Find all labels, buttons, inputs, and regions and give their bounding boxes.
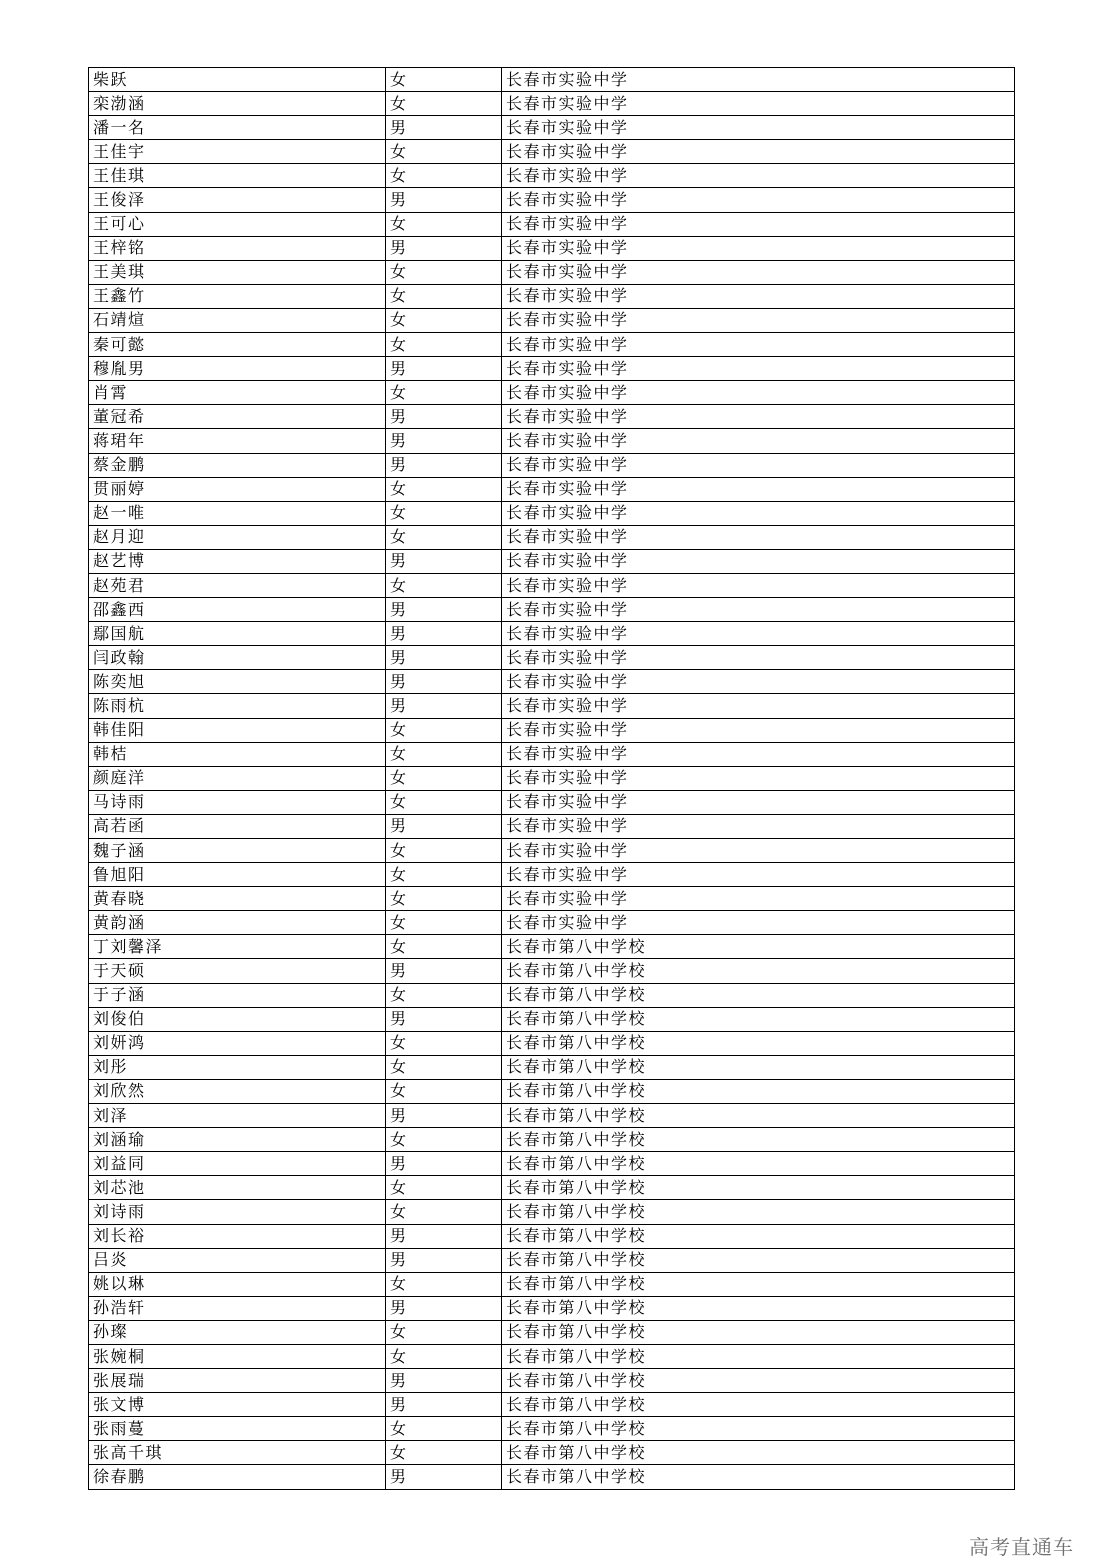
table-row — [89, 1079, 1015, 1103]
school-cell: 长春市实验中学 — [502, 477, 1015, 501]
gender-cell: 男 — [386, 1007, 502, 1031]
school-cell: 长春市实验中学 — [502, 549, 1015, 573]
table-row — [89, 766, 1015, 790]
watermark-text: 高考直通车 — [969, 1535, 1074, 1559]
gender-cell: 男 — [386, 1296, 502, 1320]
school-cell: 长春市实验中学 — [502, 646, 1015, 670]
gender-cell: 女 — [386, 1079, 502, 1103]
student-name-cell: 刘彤 — [89, 1055, 386, 1079]
student-name-cell: 刘益同 — [89, 1152, 386, 1176]
student-name-cell: 肖霄 — [89, 381, 386, 405]
gender-cell: 女 — [386, 1128, 502, 1152]
student-name-cell: 王佳琪 — [89, 164, 386, 188]
school-cell: 长春市第八中学校 — [502, 1320, 1015, 1344]
student-name-cell: 王可心 — [89, 212, 386, 236]
student-name-cell: 王梓铭 — [89, 236, 386, 260]
gender-cell: 女 — [386, 284, 502, 308]
school-cell: 长春市第八中学校 — [502, 1079, 1015, 1103]
table-row — [89, 549, 1015, 573]
student-name-cell: 张婉桐 — [89, 1344, 386, 1368]
school-cell: 长春市实验中学 — [502, 236, 1015, 260]
table-row — [89, 646, 1015, 670]
table-row — [89, 525, 1015, 549]
gender-cell: 女 — [386, 381, 502, 405]
table-row — [89, 622, 1015, 646]
gender-cell: 女 — [386, 983, 502, 1007]
table-row — [89, 477, 1015, 501]
table-row — [89, 188, 1015, 212]
school-cell: 长春市实验中学 — [502, 887, 1015, 911]
table-row — [89, 790, 1015, 814]
gender-cell: 男 — [386, 1224, 502, 1248]
school-cell: 长春市实验中学 — [502, 742, 1015, 766]
table-body — [89, 68, 1015, 1490]
school-cell: 长春市实验中学 — [502, 525, 1015, 549]
gender-cell: 男 — [386, 1465, 502, 1489]
school-cell: 长春市实验中学 — [502, 333, 1015, 357]
gender-cell: 女 — [386, 1031, 502, 1055]
table-row — [89, 405, 1015, 429]
table-row — [89, 140, 1015, 164]
table-row — [89, 1176, 1015, 1200]
student-name-cell: 赵艺博 — [89, 549, 386, 573]
school-cell: 长春市第八中学校 — [502, 1417, 1015, 1441]
table-row — [89, 742, 1015, 766]
gender-cell: 女 — [386, 887, 502, 911]
gender-cell: 男 — [386, 453, 502, 477]
gender-cell: 男 — [386, 116, 502, 140]
school-cell: 长春市第八中学校 — [502, 1128, 1015, 1152]
school-cell: 长春市实验中学 — [502, 92, 1015, 116]
gender-cell: 女 — [386, 839, 502, 863]
table-row — [89, 284, 1015, 308]
student-name-cell: 韩桔 — [89, 742, 386, 766]
gender-cell: 女 — [386, 863, 502, 887]
gender-cell: 女 — [386, 1272, 502, 1296]
table-row — [89, 260, 1015, 284]
student-name-cell: 于子涵 — [89, 983, 386, 1007]
school-cell: 长春市实验中学 — [502, 863, 1015, 887]
school-cell: 长春市实验中学 — [502, 814, 1015, 838]
table-row — [89, 1272, 1015, 1296]
school-cell: 长春市实验中学 — [502, 766, 1015, 790]
school-cell: 长春市实验中学 — [502, 573, 1015, 597]
school-cell: 长春市第八中学校 — [502, 1031, 1015, 1055]
table-row — [89, 1128, 1015, 1152]
gender-cell: 女 — [386, 501, 502, 525]
school-cell: 长春市实验中学 — [502, 140, 1015, 164]
table-row — [89, 381, 1015, 405]
student-name-cell: 王俊泽 — [89, 188, 386, 212]
student-name-cell: 陈奕旭 — [89, 670, 386, 694]
student-name-cell: 孙璨 — [89, 1320, 386, 1344]
gender-cell: 女 — [386, 790, 502, 814]
table-row — [89, 1031, 1015, 1055]
school-cell: 长春市第八中学校 — [502, 1272, 1015, 1296]
student-name-cell: 刘俊伯 — [89, 1007, 386, 1031]
gender-cell: 男 — [386, 694, 502, 718]
table-row — [89, 598, 1015, 622]
gender-cell: 男 — [386, 1248, 502, 1272]
student-name-cell: 闫政翰 — [89, 646, 386, 670]
gender-cell: 女 — [386, 1320, 502, 1344]
gender-cell: 女 — [386, 1200, 502, 1224]
student-name-cell: 魏子涵 — [89, 839, 386, 863]
school-cell: 长春市实验中学 — [502, 164, 1015, 188]
table-row — [89, 887, 1015, 911]
table-row — [89, 1441, 1015, 1465]
table-row — [89, 357, 1015, 381]
student-name-cell: 柴跃 — [89, 68, 386, 92]
gender-cell: 女 — [386, 1441, 502, 1465]
gender-cell: 女 — [386, 140, 502, 164]
gender-cell: 男 — [386, 598, 502, 622]
school-cell: 长春市实验中学 — [502, 284, 1015, 308]
student-name-cell: 黄春晓 — [89, 887, 386, 911]
school-cell: 长春市实验中学 — [502, 429, 1015, 453]
student-name-cell: 刘欣然 — [89, 1079, 386, 1103]
student-name-cell: 马诗雨 — [89, 790, 386, 814]
table-row — [89, 983, 1015, 1007]
student-name-cell: 张展瑞 — [89, 1369, 386, 1393]
gender-cell: 女 — [386, 1344, 502, 1368]
student-name-cell: 丁刘馨泽 — [89, 935, 386, 959]
gender-cell: 女 — [386, 164, 502, 188]
school-cell: 长春市实验中学 — [502, 116, 1015, 140]
gender-cell: 女 — [386, 212, 502, 236]
gender-cell: 女 — [386, 935, 502, 959]
school-cell: 长春市第八中学校 — [502, 1296, 1015, 1320]
table-row — [89, 839, 1015, 863]
table-row — [89, 1055, 1015, 1079]
student-name-cell: 石靖煊 — [89, 308, 386, 332]
student-name-cell: 高若函 — [89, 814, 386, 838]
table-row — [89, 429, 1015, 453]
student-name-cell: 陈雨杭 — [89, 694, 386, 718]
gender-cell: 男 — [386, 429, 502, 453]
student-name-cell: 刘芯池 — [89, 1176, 386, 1200]
school-cell: 长春市实验中学 — [502, 357, 1015, 381]
table-row — [89, 1296, 1015, 1320]
student-name-cell: 吕炎 — [89, 1248, 386, 1272]
school-cell: 长春市第八中学校 — [502, 1200, 1015, 1224]
student-list-table — [88, 67, 1015, 1490]
gender-cell: 女 — [386, 1176, 502, 1200]
student-name-cell: 刘长裕 — [89, 1224, 386, 1248]
gender-cell: 男 — [386, 1393, 502, 1417]
table-row — [89, 68, 1015, 92]
school-cell: 长春市实验中学 — [502, 501, 1015, 525]
school-cell: 长春市实验中学 — [502, 260, 1015, 284]
table-row — [89, 1104, 1015, 1128]
student-name-cell: 栾渤涵 — [89, 92, 386, 116]
table-row — [89, 1344, 1015, 1368]
student-name-cell: 蔡金鹏 — [89, 453, 386, 477]
student-name-cell: 赵苑君 — [89, 573, 386, 597]
school-cell: 长春市实验中学 — [502, 212, 1015, 236]
table-row — [89, 92, 1015, 116]
gender-cell: 男 — [386, 549, 502, 573]
table-row — [89, 333, 1015, 357]
gender-cell: 男 — [386, 670, 502, 694]
student-name-cell: 刘妍鸿 — [89, 1031, 386, 1055]
table-row — [89, 694, 1015, 718]
student-name-cell: 王鑫竹 — [89, 284, 386, 308]
school-cell: 长春市第八中学校 — [502, 1104, 1015, 1128]
student-name-cell: 穆胤男 — [89, 357, 386, 381]
student-name-cell: 蒋珺年 — [89, 429, 386, 453]
gender-cell: 女 — [386, 260, 502, 284]
school-cell: 长春市第八中学校 — [502, 1224, 1015, 1248]
table-row — [89, 863, 1015, 887]
gender-cell: 女 — [386, 742, 502, 766]
student-name-cell: 姚以琳 — [89, 1272, 386, 1296]
student-name-cell: 韩佳阳 — [89, 718, 386, 742]
gender-cell: 男 — [386, 959, 502, 983]
school-cell: 长春市实验中学 — [502, 790, 1015, 814]
school-cell: 长春市实验中学 — [502, 839, 1015, 863]
student-name-cell: 潘一名 — [89, 116, 386, 140]
school-cell: 长春市实验中学 — [502, 381, 1015, 405]
school-cell: 长春市实验中学 — [502, 188, 1015, 212]
table-row — [89, 670, 1015, 694]
gender-cell: 男 — [386, 188, 502, 212]
student-name-cell: 于天硕 — [89, 959, 386, 983]
gender-cell: 男 — [386, 236, 502, 260]
school-cell: 长春市实验中学 — [502, 911, 1015, 935]
table-row — [89, 1320, 1015, 1344]
school-cell: 长春市实验中学 — [502, 670, 1015, 694]
school-cell: 长春市第八中学校 — [502, 1441, 1015, 1465]
table-row — [89, 308, 1015, 332]
table-row — [89, 1200, 1015, 1224]
school-cell: 长春市第八中学校 — [502, 1007, 1015, 1031]
school-cell: 长春市第八中学校 — [502, 1152, 1015, 1176]
student-name-cell: 赵一唯 — [89, 501, 386, 525]
student-name-cell: 孙浩轩 — [89, 1296, 386, 1320]
table-row — [89, 116, 1015, 140]
table-row — [89, 911, 1015, 935]
gender-cell: 女 — [386, 718, 502, 742]
gender-cell: 女 — [386, 308, 502, 332]
gender-cell: 男 — [386, 814, 502, 838]
gender-cell: 男 — [386, 622, 502, 646]
student-name-cell: 刘泽 — [89, 1104, 386, 1128]
student-name-cell: 王佳宇 — [89, 140, 386, 164]
table-row — [89, 501, 1015, 525]
student-name-cell: 王美琪 — [89, 260, 386, 284]
table-row — [89, 236, 1015, 260]
school-cell: 长春市实验中学 — [502, 308, 1015, 332]
school-cell: 长春市第八中学校 — [502, 1344, 1015, 1368]
gender-cell: 男 — [386, 405, 502, 429]
school-cell: 长春市第八中学校 — [502, 1055, 1015, 1079]
gender-cell: 男 — [386, 1104, 502, 1128]
school-cell: 长春市实验中学 — [502, 598, 1015, 622]
school-cell: 长春市第八中学校 — [502, 983, 1015, 1007]
gender-cell: 女 — [386, 477, 502, 501]
table-row — [89, 1007, 1015, 1031]
gender-cell: 女 — [386, 92, 502, 116]
table-row — [89, 1369, 1015, 1393]
gender-cell: 男 — [386, 1369, 502, 1393]
table-row — [89, 1465, 1015, 1489]
table-row — [89, 1152, 1015, 1176]
school-cell: 长春市第八中学校 — [502, 1248, 1015, 1272]
table-row — [89, 718, 1015, 742]
gender-cell: 男 — [386, 357, 502, 381]
school-cell: 长春市第八中学校 — [502, 1176, 1015, 1200]
student-name-cell: 鲁旭阳 — [89, 863, 386, 887]
gender-cell: 女 — [386, 525, 502, 549]
table-row — [89, 1224, 1015, 1248]
student-name-cell: 鄢国航 — [89, 622, 386, 646]
school-cell: 长春市实验中学 — [502, 405, 1015, 429]
student-name-cell: 颜庭洋 — [89, 766, 386, 790]
gender-cell: 女 — [386, 1417, 502, 1441]
table-row — [89, 1417, 1015, 1441]
student-name-cell: 赵月迎 — [89, 525, 386, 549]
table-row — [89, 164, 1015, 188]
student-name-cell: 刘涵瑜 — [89, 1128, 386, 1152]
school-cell: 长春市实验中学 — [502, 622, 1015, 646]
table-row — [89, 573, 1015, 597]
student-name-cell: 贯丽婷 — [89, 477, 386, 501]
school-cell: 长春市第八中学校 — [502, 1393, 1015, 1417]
gender-cell: 女 — [386, 766, 502, 790]
student-name-cell: 董冠希 — [89, 405, 386, 429]
student-name-cell: 徐春鹏 — [89, 1465, 386, 1489]
school-cell: 长春市第八中学校 — [502, 959, 1015, 983]
gender-cell: 女 — [386, 573, 502, 597]
student-name-cell: 黄韵涵 — [89, 911, 386, 935]
school-cell: 长春市实验中学 — [502, 694, 1015, 718]
table-row — [89, 1393, 1015, 1417]
gender-cell: 男 — [386, 1152, 502, 1176]
student-name-cell: 张雨蔓 — [89, 1417, 386, 1441]
school-cell: 长春市第八中学校 — [502, 1369, 1015, 1393]
table-row — [89, 212, 1015, 236]
student-name-cell: 秦可懿 — [89, 333, 386, 357]
student-name-cell: 张高千琪 — [89, 1441, 386, 1465]
student-name-cell: 邵鑫西 — [89, 598, 386, 622]
table-row — [89, 935, 1015, 959]
student-name-cell: 刘诗雨 — [89, 1200, 386, 1224]
gender-cell: 男 — [386, 646, 502, 670]
school-cell: 长春市实验中学 — [502, 453, 1015, 477]
table-row — [89, 959, 1015, 983]
table-row — [89, 1248, 1015, 1272]
table-row — [89, 814, 1015, 838]
school-cell: 长春市实验中学 — [502, 718, 1015, 742]
gender-cell: 女 — [386, 911, 502, 935]
gender-cell: 女 — [386, 68, 502, 92]
gender-cell: 女 — [386, 1055, 502, 1079]
student-name-cell: 张文博 — [89, 1393, 386, 1417]
school-cell: 长春市第八中学校 — [502, 1465, 1015, 1489]
school-cell: 长春市第八中学校 — [502, 935, 1015, 959]
gender-cell: 女 — [386, 333, 502, 357]
table-row — [89, 453, 1015, 477]
school-cell: 长春市实验中学 — [502, 68, 1015, 92]
